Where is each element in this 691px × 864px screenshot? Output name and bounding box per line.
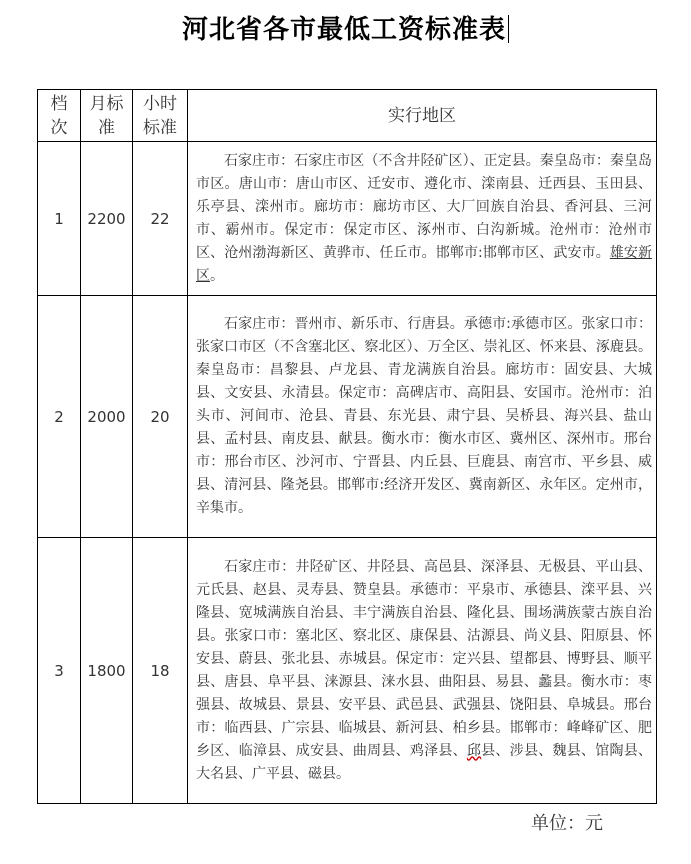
table-row — [38, 296, 657, 538]
header-hourly — [133, 90, 188, 142]
text-cursor — [508, 15, 509, 43]
table-header-row — [38, 90, 657, 142]
tier-cell: 2 — [38, 296, 81, 538]
hourly-cell: 22 — [133, 142, 188, 296]
monthly-cell: 2200 — [81, 142, 133, 296]
area-cell: 石家庄市：晋州市、新乐市、行唐县。承德市:承德市区。张家口市：张家口市区（不含塞北区、察北区）、万全区、崇礼区、怀来县、涿鹿县。秦皇岛市：昌黎县、卢龙县、青龙满族自治县。廊坊市：固安县、大城县、文安县、永清县。保定市：高碑店市、高阳县、安国市。沧州市：泊头市、河间市、沧县、青县、东光县、肃宁县、吴桥县、海兴县、盐山县、孟村县、南皮县、献县。衡水市：衡水市区、冀州区、深州市。邢台市：邢台市区、沙河市、宁晋县、内丘县、巨鹿县、南宫市、平乡县、威县、清河县、隆尧县。邯郸市:经济开发区、冀南新区、永年区。定州市，辛集市。 — [188, 296, 657, 538]
header-tier-label: 档次 — [50, 93, 68, 138]
spellcheck-word[interactable]: 邱 — [466, 742, 482, 759]
tier-cell: 3 — [38, 538, 81, 804]
monthly-cell: 2000 — [81, 296, 133, 538]
page-title — [0, 10, 691, 50]
area-text-end: 县、涉县、魏县、馆陶县、大名县、广平县、磁县。 — [196, 742, 653, 782]
area-cell — [188, 538, 657, 804]
header-area — [188, 90, 657, 142]
header-tier — [38, 90, 81, 142]
table-row — [38, 142, 657, 296]
page-title-text: 河北省各市最低工资标准表 — [181, 15, 506, 45]
hourly-cell: 20 — [133, 296, 188, 538]
header-area-label: 实行地区 — [388, 105, 456, 126]
area-cell — [188, 142, 657, 296]
hourly-cell: 18 — [133, 538, 188, 804]
area-text-end: 。 — [210, 267, 224, 284]
area-text: 石家庄市：石家庄市区（不含井陉矿区）、正定县。秦皇岛市：秦皇岛市区。唐山市：唐山市区、迁安市、遵化市、滦南县、迁西县、玉田县、乐亭县、滦州市。廊坊市：廊坊市区、大厂回族自治县、香河县、三河市、霸州市。保定市：保定市区、涿州市、白沟新城。沧州市：沧州市区、沧州渤海新区、黄骅市、任丘市。邯郸市:邯郸市区、武安市。 — [196, 152, 652, 261]
tier-cell: 1 — [38, 142, 81, 296]
table-row — [38, 538, 657, 804]
header-monthly-label: 月标准 — [89, 93, 124, 138]
unit-note: 单位：元 — [531, 813, 603, 834]
header-monthly — [81, 90, 133, 142]
wage-table — [37, 89, 657, 804]
monthly-cell: 1800 — [81, 538, 133, 804]
area-text: 石家庄市：井陉矿区、井陉县、高邑县、深泽县、无极县、平山县、元氏县、赵县、灵寿县、赞皇县。承德市：平泉市、承德县、滦平县、兴隆县、宽城满族自治县、丰宁满族自治县、隆化县、围场满族蒙古族自治县。张家口市：塞北区、察北区、康保县、沽源县、尚义县、阳原县、怀安县、蔚县、张北县、赤城县。保定市：定兴县、望都县、博野县、顺平县、唐县、阜平县、涞源县、涞水县、曲阳县、易县、蠡县。衡水市：枣强县、故城县、景县、安平县、武邑县、武强县、饶阳县、阜城县。邢台市：临西县、广宗县、临城县、新河县、柏乡县。邯郸市：峰峰矿区、肥乡区、临漳县、成安县、曲周县、鸡泽县、 — [196, 558, 652, 759]
xiongan-link[interactable]: 雄安新区 — [196, 244, 653, 284]
header-hourly-label: 小时标准 — [143, 93, 177, 138]
